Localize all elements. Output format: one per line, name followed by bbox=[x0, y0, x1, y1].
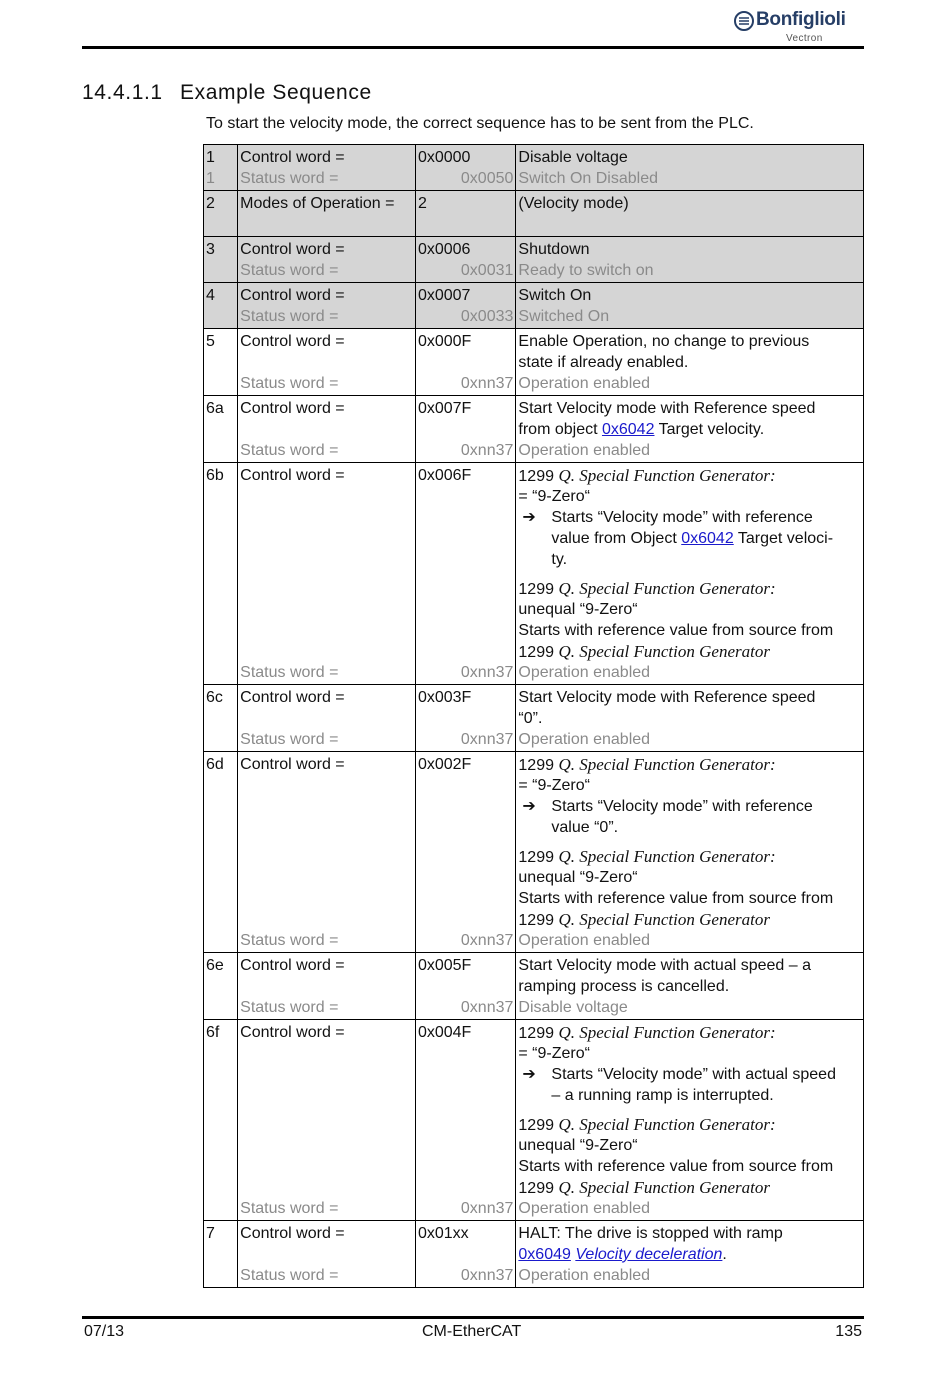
status-description: Operation enabled bbox=[518, 1267, 651, 1284]
control-word-label: Control word = bbox=[240, 400, 345, 417]
section-number: 14.4.1.1 bbox=[82, 81, 163, 104]
step-description: = “9-Zero“ bbox=[518, 488, 590, 505]
intro-text: To start the velocity mode, the correct sequence has to be sent from the PLC. bbox=[206, 115, 754, 132]
object-6042-link[interactable]: 0x6042 bbox=[681, 530, 734, 547]
status-word-label: Status word = bbox=[240, 442, 339, 459]
status-description: Disable voltage bbox=[518, 999, 628, 1016]
status-description: Operation enabled bbox=[518, 1200, 651, 1217]
parameter-reference: 1299 Q. Special Function Generator bbox=[518, 910, 770, 929]
arrow-right-icon: ➔ bbox=[522, 1066, 536, 1083]
status-description: Operation enabled bbox=[518, 932, 651, 949]
status-word-value: 0xnn37 bbox=[460, 375, 514, 392]
page-header bbox=[82, 0, 864, 49]
step-description: ramping process is cancelled. bbox=[518, 978, 730, 995]
status-word-value: 0xnn37 bbox=[460, 442, 514, 459]
control-word-value: 0x007F bbox=[417, 400, 472, 417]
step-description: Starts with reference value from source from bbox=[518, 622, 834, 639]
logo-emblem-icon bbox=[734, 11, 754, 31]
page-footer bbox=[82, 1316, 864, 1340]
step-description: Shutdown bbox=[518, 241, 590, 258]
arrow-right-icon: ➔ bbox=[522, 798, 536, 815]
status-description: Ready to switch on bbox=[518, 262, 654, 279]
logo-name: Bonfiglioli bbox=[756, 9, 846, 30]
control-word-value: 0x002F bbox=[417, 756, 472, 773]
status-word-label: Status word = bbox=[240, 1200, 339, 1217]
step-number: 5 bbox=[206, 333, 215, 350]
status-word-value: 0xnn37 bbox=[460, 1267, 514, 1284]
bonfiglioli-logo bbox=[734, 8, 852, 44]
table-row bbox=[204, 191, 864, 237]
velocity-deceleration-link[interactable]: Velocity deceleration bbox=[575, 1246, 723, 1263]
page-number: 135 bbox=[835, 1323, 862, 1340]
control-word-value: 0x000F bbox=[417, 333, 472, 350]
step-description: Starts “Velocity mode” with reference bbox=[551, 798, 813, 815]
status-word-value: 0x0033 bbox=[460, 308, 514, 325]
status-word-value: 0xnn37 bbox=[460, 1200, 514, 1217]
step-description: unequal “9-Zero“ bbox=[518, 601, 638, 618]
step-description: = “9-Zero“ bbox=[518, 777, 590, 794]
step-description: state if already enabled. bbox=[518, 354, 689, 371]
table-row bbox=[204, 463, 864, 685]
step-description: Starts “Velocity mode” with reference bbox=[551, 509, 813, 526]
table-row bbox=[204, 396, 864, 463]
status-description: Operation enabled bbox=[518, 442, 651, 459]
status-word-label: Status word = bbox=[240, 308, 339, 325]
section-heading bbox=[82, 81, 372, 105]
step-number: 4 bbox=[206, 287, 215, 304]
table-row bbox=[204, 752, 864, 953]
control-word-value: 0x0006 bbox=[417, 241, 471, 258]
status-description: Operation enabled bbox=[518, 731, 651, 748]
parameter-reference: 1299 Q. Special Function Generator: bbox=[518, 847, 776, 866]
status-word-label: Status word = bbox=[240, 664, 339, 681]
modes-of-operation-label: Modes of Operation = bbox=[240, 195, 395, 212]
footer-date: 07/13 bbox=[84, 1323, 125, 1340]
control-word-label: Control word = bbox=[240, 241, 345, 258]
parameter-reference: 1299 Q. Special Function Generator bbox=[518, 1178, 770, 1197]
control-word-value: 0x01xx bbox=[417, 1225, 469, 1242]
arrow-right-icon: ➔ bbox=[522, 509, 536, 526]
status-description: Operation enabled bbox=[518, 375, 651, 392]
status-word-value: 0xnn37 bbox=[460, 731, 514, 748]
status-word-value: 0xnn37 bbox=[460, 664, 514, 681]
step-description: Start Velocity mode with actual speed – a bbox=[518, 957, 811, 974]
table-row bbox=[204, 953, 864, 1020]
step-number: 6d bbox=[206, 756, 224, 773]
table-row: 7 Control word = Status word = 0x01xx 0xnn37 HALT: The drive is stopped with ramp 0x6049 Velocity deceleration. Operation enabled bbox=[204, 1221, 864, 1288]
step-number: 1 bbox=[206, 149, 215, 166]
step-description: Start Velocity mode with Reference speed bbox=[518, 689, 816, 706]
status-description: Operation enabled bbox=[518, 664, 651, 681]
status-word-value: 0x0050 bbox=[460, 170, 514, 187]
parameter-reference: 1299 Q. Special Function Generator: bbox=[518, 1023, 776, 1042]
step-description: unequal “9-Zero“ bbox=[518, 1137, 638, 1154]
step-description: Switch On bbox=[518, 287, 592, 304]
footer-document-name: CM-EtherCAT bbox=[422, 1323, 522, 1340]
step-description: Starts “Velocity mode” with actual speed bbox=[551, 1066, 836, 1083]
status-word-value: 0xnn37 bbox=[460, 999, 514, 1016]
table-row bbox=[204, 145, 864, 191]
control-word-label: Control word = bbox=[240, 467, 345, 484]
status-step-number: 1 bbox=[206, 170, 215, 187]
control-word-value: 0x006F bbox=[417, 467, 472, 484]
control-word-label: Control word = bbox=[240, 149, 345, 166]
table-row bbox=[204, 283, 864, 329]
step-description: value from Object 0x6042 Target veloci- bbox=[551, 530, 834, 547]
step-description: unequal “9-Zero“ bbox=[518, 869, 638, 886]
status-description: Switch On Disabled bbox=[518, 170, 659, 187]
step-description: ty. bbox=[551, 551, 568, 568]
parameter-reference: 1299 Q. Special Function Generator bbox=[518, 642, 770, 661]
status-word-label: Status word = bbox=[240, 731, 339, 748]
parameter-reference: 1299 Q. Special Function Generator: bbox=[518, 1115, 776, 1134]
step-number: 6e bbox=[206, 957, 224, 974]
control-word-label: Control word = bbox=[240, 287, 345, 304]
control-word-value: 0x0000 bbox=[417, 149, 471, 166]
status-word-label: Status word = bbox=[240, 1267, 339, 1284]
step-number: 7 bbox=[206, 1225, 215, 1242]
step-description: Disable voltage bbox=[518, 149, 628, 166]
step-description: “0”. bbox=[518, 710, 543, 727]
section-title: Example Sequence bbox=[180, 81, 372, 104]
step-description: Start Velocity mode with Reference speed bbox=[518, 400, 816, 417]
step-description: – a running ramp is interrupted. bbox=[551, 1087, 774, 1104]
step-description: Enable Operation, no change to previous bbox=[518, 333, 810, 350]
step-number: 6b bbox=[206, 467, 224, 484]
control-word-label: Control word = bbox=[240, 1225, 345, 1242]
status-word-value: 0x0031 bbox=[460, 262, 514, 279]
logo-subtitle: Vectron bbox=[786, 33, 823, 44]
table-row bbox=[204, 329, 864, 396]
parameter-reference: 1299 Q. Special Function Generator: bbox=[518, 755, 776, 774]
control-word-label: Control word = bbox=[240, 957, 345, 974]
control-word-label: Control word = bbox=[240, 333, 345, 350]
step-number: 6f bbox=[206, 1024, 220, 1041]
status-word-value: 0xnn37 bbox=[460, 932, 514, 949]
modes-of-operation-value: 2 bbox=[417, 195, 427, 212]
step-number: 3 bbox=[206, 241, 215, 258]
parameter-reference: 1299 Q. Special Function Generator: bbox=[518, 579, 776, 598]
control-word-label: Control word = bbox=[240, 689, 345, 706]
status-word-label: Status word = bbox=[240, 932, 339, 949]
control-word-label: Control word = bbox=[240, 756, 345, 773]
step-number: 6a bbox=[206, 400, 224, 417]
control-word-value: 0x004F bbox=[417, 1024, 472, 1041]
step-description: = “9-Zero“ bbox=[518, 1045, 590, 1062]
control-word-value: 0x003F bbox=[417, 689, 472, 706]
step-number: 2 bbox=[206, 195, 215, 212]
step-description: Starts with reference value from source from bbox=[518, 890, 834, 907]
sequence-table bbox=[203, 144, 864, 1288]
status-word-label: Status word = bbox=[240, 170, 339, 187]
control-word-value: 0x005F bbox=[417, 957, 472, 974]
control-word-label: Control word = bbox=[240, 1024, 345, 1041]
status-word-label: Status word = bbox=[240, 375, 339, 392]
table-row bbox=[204, 1020, 864, 1221]
status-word-label: Status word = bbox=[240, 999, 339, 1016]
step-description: Starts with reference value from source from bbox=[518, 1158, 834, 1175]
object-6042-link[interactable]: 0x6042 bbox=[601, 421, 655, 438]
step-description: HALT: The drive is stopped with ramp bbox=[518, 1225, 783, 1242]
table-row bbox=[204, 237, 864, 283]
table-row bbox=[204, 685, 864, 752]
status-word-label: Status word = bbox=[240, 262, 339, 279]
parameter-reference: 1299 Q. Special Function Generator: bbox=[518, 466, 776, 485]
status-description: Switched On bbox=[518, 308, 610, 325]
step-description: from object 0x6042 Target velocity. bbox=[518, 421, 765, 438]
step-number: 6c bbox=[206, 689, 223, 706]
step-description: value “0”. bbox=[551, 819, 619, 836]
step-description: (Velocity mode) bbox=[518, 195, 629, 212]
object-6049-link[interactable]: 0x6049 bbox=[518, 1246, 571, 1263]
control-word-value: 0x0007 bbox=[417, 287, 471, 304]
